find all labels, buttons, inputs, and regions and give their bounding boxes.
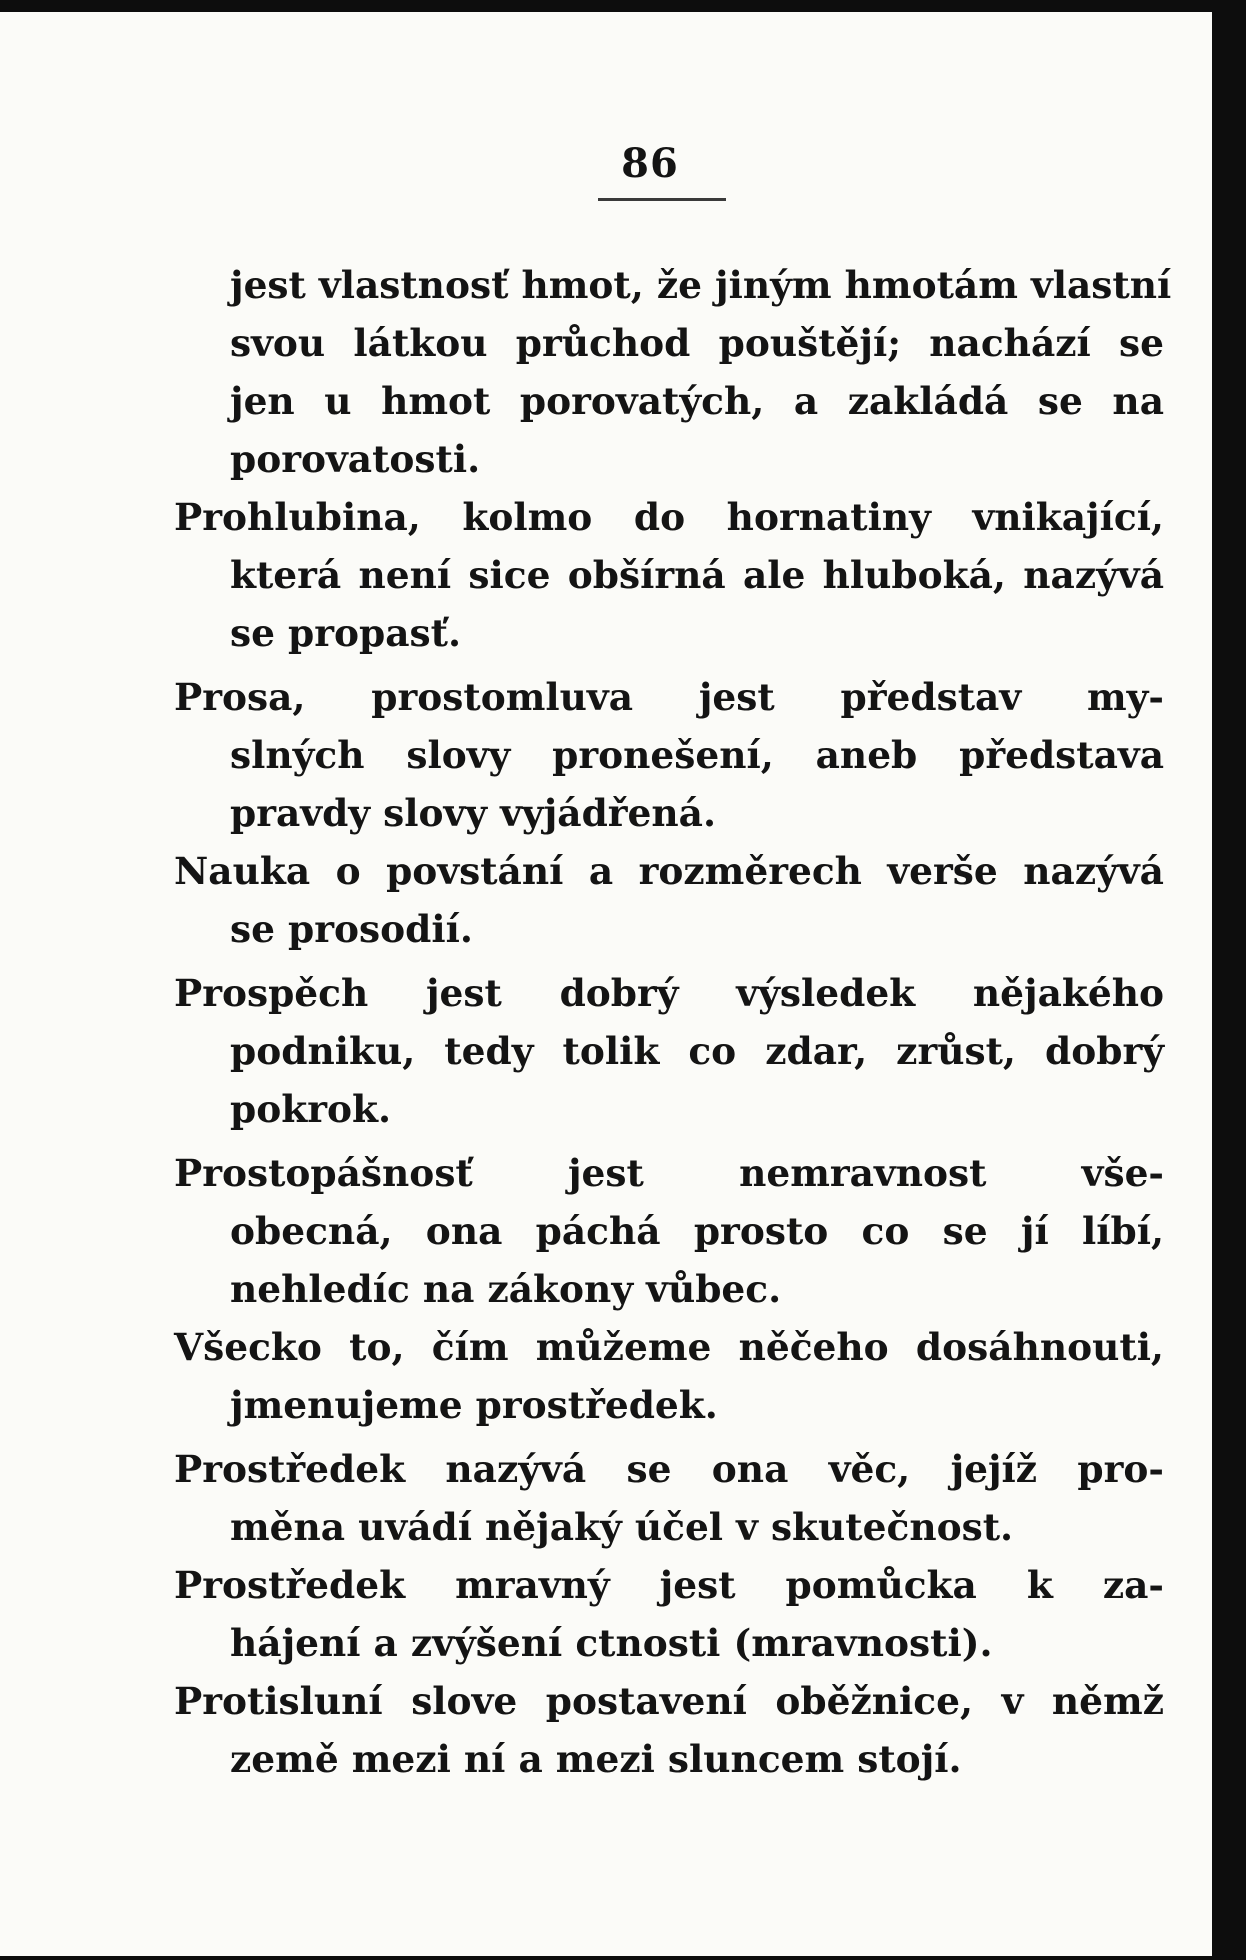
text-line: jen u hmot porovatých, a zakládá se na — [230, 379, 1164, 423]
text-line: jest vlastnosť hmot, že jiným hmotám vlastní — [230, 263, 1172, 307]
text-line: hájení a zvýšení ctnosti (mravnosti). — [230, 1621, 993, 1665]
text-line: se propasť. — [230, 611, 462, 655]
book-page — [0, 12, 1212, 1956]
page-body-text — [174, 256, 1172, 1788]
text-line: pravdy slovy vyjádřená. — [230, 791, 717, 835]
text-line: Prostopášnosť jest nemravnost vše- — [174, 1151, 1164, 1195]
text-line: která není sice obšírná ale hluboká, nazývá — [230, 553, 1164, 597]
text-line: Prostředek mravný jest pomůcka k za- — [174, 1563, 1164, 1607]
text-line: svou látkou průchod pouštějí; nachází se — [230, 321, 1164, 365]
text-line: Prohlubina, kolmo do hornatiny vnikající, — [174, 495, 1164, 539]
text-line: Nauka o povstání a rozměrech verše nazývá — [174, 849, 1164, 893]
text-line: nehledíc na zákony vůbec. — [230, 1267, 782, 1311]
text-line: jmenujeme prostředek. — [230, 1383, 718, 1427]
text-line: se prosodií. — [230, 907, 473, 951]
page-number: 86 — [621, 140, 679, 187]
text-line: Všecko to, čím můžeme něčeho dosáhnouti, — [174, 1325, 1164, 1369]
text-line: slných slovy pronešení, aneb představa — [230, 733, 1164, 777]
text-line: pokrok. — [230, 1087, 392, 1131]
text-line: měna uvádí nějaký účel v skutečnost. — [230, 1505, 1014, 1549]
text-line: porovatosti. — [230, 437, 481, 481]
page-number-rule — [598, 198, 726, 201]
text-line: Prosa, prostomluva jest představ my- — [174, 675, 1164, 719]
text-line: obecná, ona páchá prosto co se jí líbí, — [230, 1209, 1164, 1253]
text-line: Protisluní slove postavení oběžnice, v němž — [174, 1679, 1164, 1723]
text-line: Prostředek nazývá se ona věc, jejíž pro- — [174, 1447, 1164, 1491]
text-line: Prospěch jest dobrý výsledek nějakého — [174, 971, 1164, 1015]
text-line: podniku, tedy tolik co zdar, zrůst, dobrý — [230, 1029, 1164, 1073]
text-line: země mezi ní a mezi sluncem stojí. — [230, 1737, 962, 1781]
